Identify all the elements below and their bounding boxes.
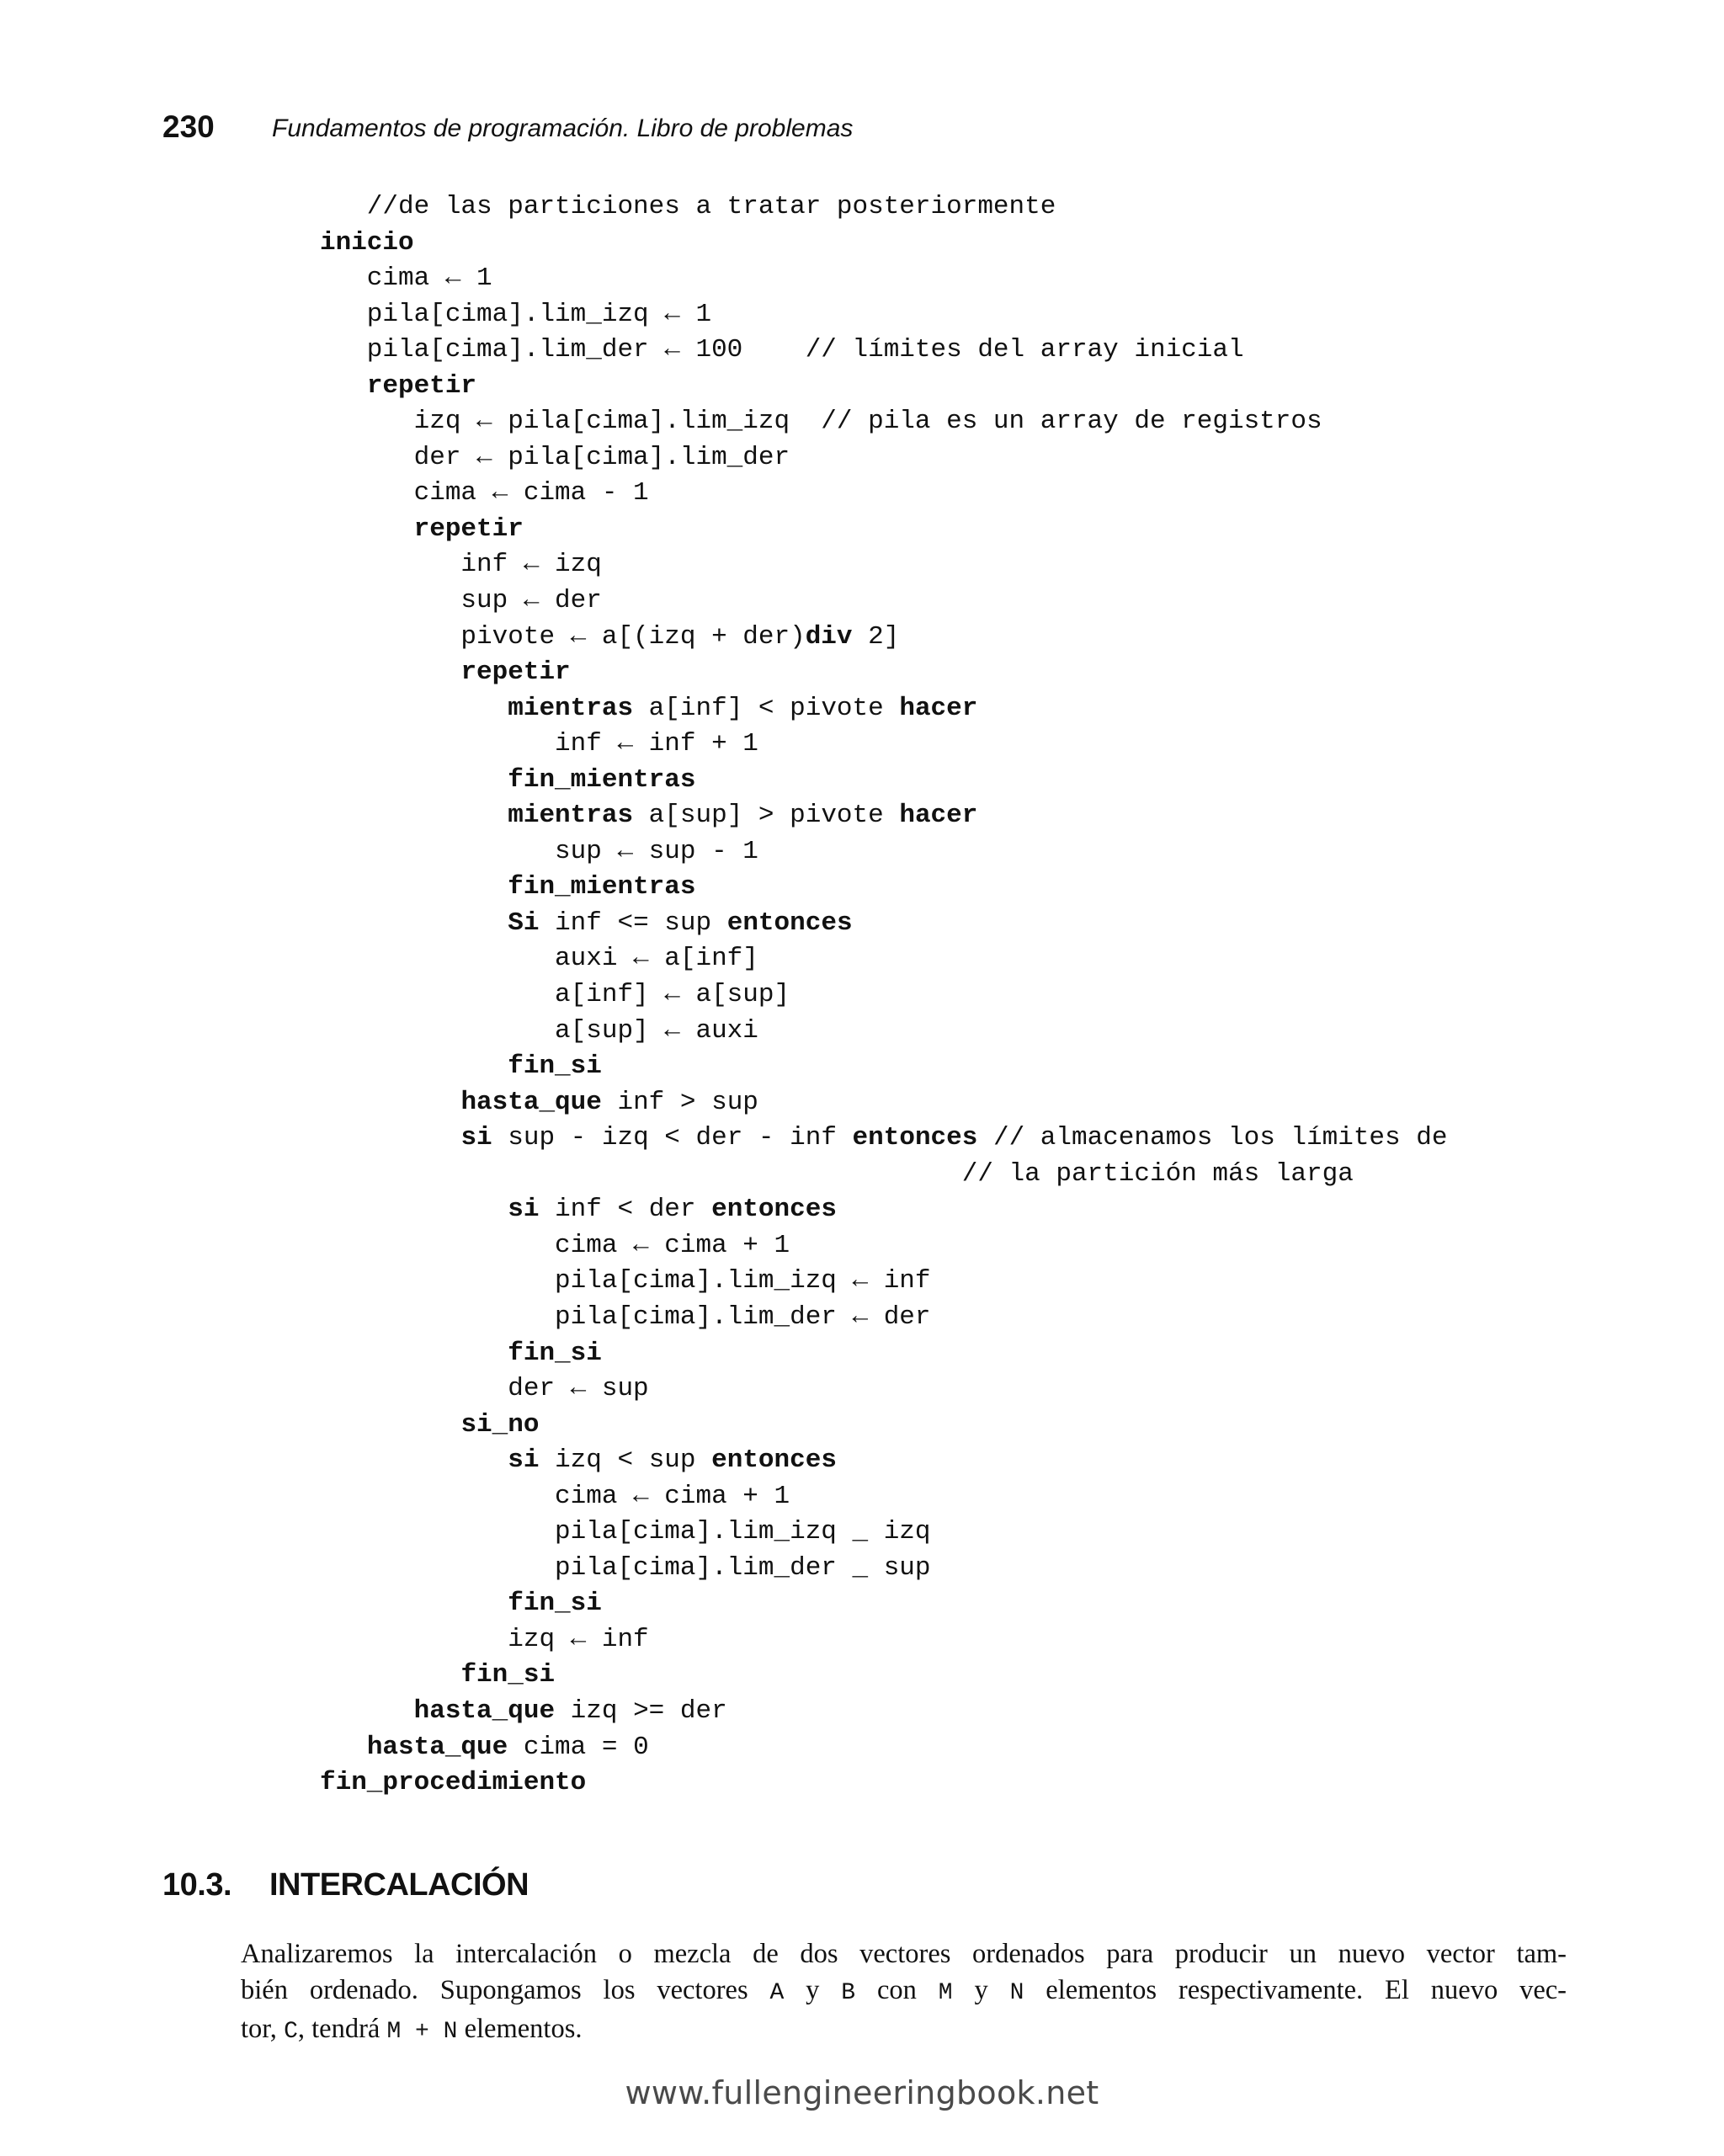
paragraph-text: tor, — [241, 2014, 285, 2044]
footer-url: www.fullengineeringbook.net — [625, 2074, 1099, 2111]
code-keyword: repetir — [366, 370, 477, 401]
code-text: cima = 0 — [508, 1732, 649, 1762]
pseudocode-block — [320, 189, 1447, 1802]
code-line — [320, 1622, 1447, 1658]
code-text: cima ← cima + 1 — [320, 1481, 790, 1511]
code-line — [320, 941, 1447, 977]
code-line — [320, 189, 1447, 226]
code-text: a[inf] < pivote — [633, 693, 900, 723]
code-line — [320, 1408, 1447, 1444]
code-line — [320, 620, 1447, 656]
code-text — [320, 908, 508, 938]
code-text — [320, 514, 414, 544]
code-text — [320, 1589, 508, 1618]
code-line — [320, 834, 1447, 870]
code-text: pila[cima].lim_der ← 100 // límites del array inicial — [320, 335, 1244, 365]
code-text: auxi ← a[inf] — [320, 944, 758, 974]
paragraph-text: elementos respectivamente. El nuevo vec- — [1024, 1974, 1567, 2005]
code-keyword: inicio — [320, 227, 414, 258]
code-keyword: si — [508, 1195, 540, 1225]
code-line — [320, 1479, 1447, 1515]
body-paragraph — [241, 1936, 1567, 2051]
inline-code: B — [841, 1979, 856, 2006]
code-line — [320, 1300, 1447, 1336]
code-line — [320, 369, 1447, 405]
code-line — [320, 655, 1447, 691]
code-text: a[sup] ← auxi — [320, 1015, 758, 1046]
code-text — [320, 872, 508, 902]
section-heading — [162, 1867, 529, 1903]
code-text: izq ← pila[cima].lim_izq // pila es un array de registros — [320, 407, 1322, 437]
code-keyword: si — [508, 1445, 540, 1476]
code-line — [320, 1157, 1447, 1193]
code-text: pivote ← a[(izq + der) — [320, 621, 806, 652]
code-text: inf ← inf + 1 — [320, 729, 758, 759]
code-line — [320, 1192, 1447, 1228]
inline-code: N — [1009, 1979, 1024, 2006]
paragraph-text: , tendrá — [297, 2014, 387, 2044]
paragraph-text: elementos. — [457, 2014, 583, 2044]
code-line — [320, 404, 1447, 440]
code-line — [320, 1336, 1447, 1372]
code-keyword: mientras — [508, 801, 634, 831]
code-line — [320, 691, 1447, 727]
code-line — [320, 333, 1447, 369]
code-keyword: fin_procedimiento — [320, 1768, 587, 1798]
code-keyword: fin_si — [508, 1338, 602, 1368]
code-keyword: div — [805, 621, 853, 652]
code-keyword: entonces — [711, 1445, 837, 1476]
code-text — [320, 1339, 508, 1368]
code-text: pila[cima].lim_izq _ izq — [320, 1517, 931, 1547]
code-keyword: repetir — [413, 514, 524, 544]
section-title: INTERCALACIÓN — [269, 1867, 529, 1903]
code-line — [320, 1264, 1447, 1300]
code-line — [320, 1121, 1447, 1157]
code-text — [320, 1195, 508, 1224]
code-text — [320, 657, 460, 687]
inline-code: A — [769, 1979, 785, 2006]
running-title: Fundamentos de programación. Libro de problemas — [272, 114, 854, 142]
code-keyword: fin_si — [508, 1589, 602, 1619]
paragraph-text: con — [855, 1974, 939, 2005]
code-line — [320, 1228, 1447, 1264]
code-text — [320, 1051, 508, 1081]
code-line — [320, 870, 1447, 906]
code-line — [320, 798, 1447, 834]
code-text: pila[cima].lim_izq ← 1 — [320, 299, 712, 329]
code-keyword: entonces — [711, 1195, 837, 1225]
section-number: 10.3. — [162, 1867, 232, 1903]
code-keyword: entonces — [726, 908, 853, 938]
code-line — [320, 1014, 1447, 1050]
code-text: 2] — [852, 621, 900, 652]
code-text — [320, 1696, 414, 1726]
code-line — [320, 977, 1447, 1014]
code-keyword: mientras — [508, 693, 634, 723]
code-keyword: hacer — [899, 801, 978, 831]
code-keyword: fin_si — [508, 1051, 602, 1082]
code-keyword: hacer — [899, 693, 978, 723]
inline-code: M + N — [386, 2019, 458, 2045]
code-text: // la partición más larga — [320, 1158, 1354, 1189]
code-text: izq >= der — [555, 1696, 727, 1726]
code-line — [320, 1694, 1447, 1730]
paragraph-line — [241, 1972, 1567, 2012]
code-line — [320, 906, 1447, 942]
code-keyword: Si — [508, 908, 540, 938]
paragraph-text: Analizaremos la intercalación o mezcla de dos vectores ordenados para producir un nuevo vector tam- — [241, 1939, 1567, 1969]
code-line — [320, 583, 1447, 620]
code-text: cima ← cima + 1 — [320, 1230, 790, 1260]
code-line — [320, 261, 1447, 297]
code-text: inf > sup — [601, 1087, 758, 1117]
code-text — [320, 765, 508, 795]
code-keyword: fin_mientras — [508, 872, 696, 902]
code-line — [320, 1658, 1447, 1694]
code-text: cima ← cima - 1 — [320, 478, 649, 508]
inline-code: M — [938, 1979, 953, 2006]
code-text — [320, 1410, 460, 1440]
code-line — [320, 1586, 1447, 1622]
code-text — [320, 1123, 460, 1153]
code-text — [320, 1660, 460, 1690]
code-keyword: hasta_que — [366, 1732, 508, 1762]
code-line — [320, 1765, 1447, 1802]
paragraph-line — [241, 1936, 1567, 1972]
code-text: sup ← der — [320, 586, 602, 616]
code-line — [320, 297, 1447, 333]
code-keyword: si — [460, 1123, 492, 1153]
code-line — [320, 763, 1447, 799]
code-line — [320, 440, 1447, 476]
code-text: sup - izq < der - inf — [492, 1123, 853, 1153]
code-line — [320, 226, 1447, 262]
code-text: pila[cima].lim_der ← der — [320, 1302, 931, 1332]
code-line — [320, 1371, 1447, 1408]
code-text: // almacenamos los límites de — [977, 1123, 1448, 1153]
code-text: inf ← izq — [320, 550, 602, 580]
code-text: pila[cima].lim_izq ← inf — [320, 1266, 931, 1296]
code-text: inf < der — [539, 1195, 712, 1225]
code-text — [320, 371, 367, 401]
code-line — [320, 1443, 1447, 1479]
code-text: cima ← 1 — [320, 264, 492, 294]
code-line — [320, 512, 1447, 548]
code-text — [320, 801, 508, 830]
code-keyword: si_no — [460, 1409, 540, 1440]
page-number: 230 — [162, 109, 215, 144]
code-text: a[sup] > pivote — [633, 801, 900, 831]
code-text: //de las particiones a tratar posteriormente — [320, 192, 1056, 221]
code-text: der ← sup — [320, 1374, 649, 1404]
code-line — [320, 1085, 1447, 1121]
code-line — [320, 476, 1447, 512]
code-text — [320, 694, 508, 723]
code-text — [320, 1733, 367, 1762]
paragraph-text: bién ordenado. Supongamos los vectores — [241, 1974, 770, 2005]
code-text: izq < sup — [539, 1445, 712, 1476]
code-text: pila[cima].lim_der _ sup — [320, 1552, 931, 1583]
code-text: izq ← inf — [320, 1624, 649, 1654]
code-keyword: fin_mientras — [508, 764, 696, 795]
code-keyword: hasta_que — [413, 1696, 556, 1726]
code-keyword: hasta_que — [460, 1087, 602, 1117]
code-text: a[inf] ← a[sup] — [320, 980, 790, 1010]
code-keyword: repetir — [460, 657, 571, 688]
code-text: der ← pila[cima].lim_der — [320, 442, 790, 472]
code-text — [320, 1445, 508, 1475]
code-line — [320, 1551, 1447, 1587]
paragraph-text: y — [784, 1974, 842, 2005]
paragraph-text: y — [952, 1974, 1010, 2005]
code-text — [320, 1088, 460, 1117]
code-text: inf <= sup — [539, 908, 727, 938]
code-line — [320, 547, 1447, 583]
code-keyword: entonces — [852, 1123, 978, 1153]
code-line — [320, 1049, 1447, 1085]
paragraph-line — [241, 2011, 1567, 2051]
code-line — [320, 727, 1447, 763]
code-text: sup ← sup - 1 — [320, 836, 758, 866]
code-line — [320, 1515, 1447, 1551]
code-line — [320, 1730, 1447, 1766]
code-keyword: fin_si — [460, 1660, 556, 1690]
inline-code: C — [284, 2019, 298, 2045]
